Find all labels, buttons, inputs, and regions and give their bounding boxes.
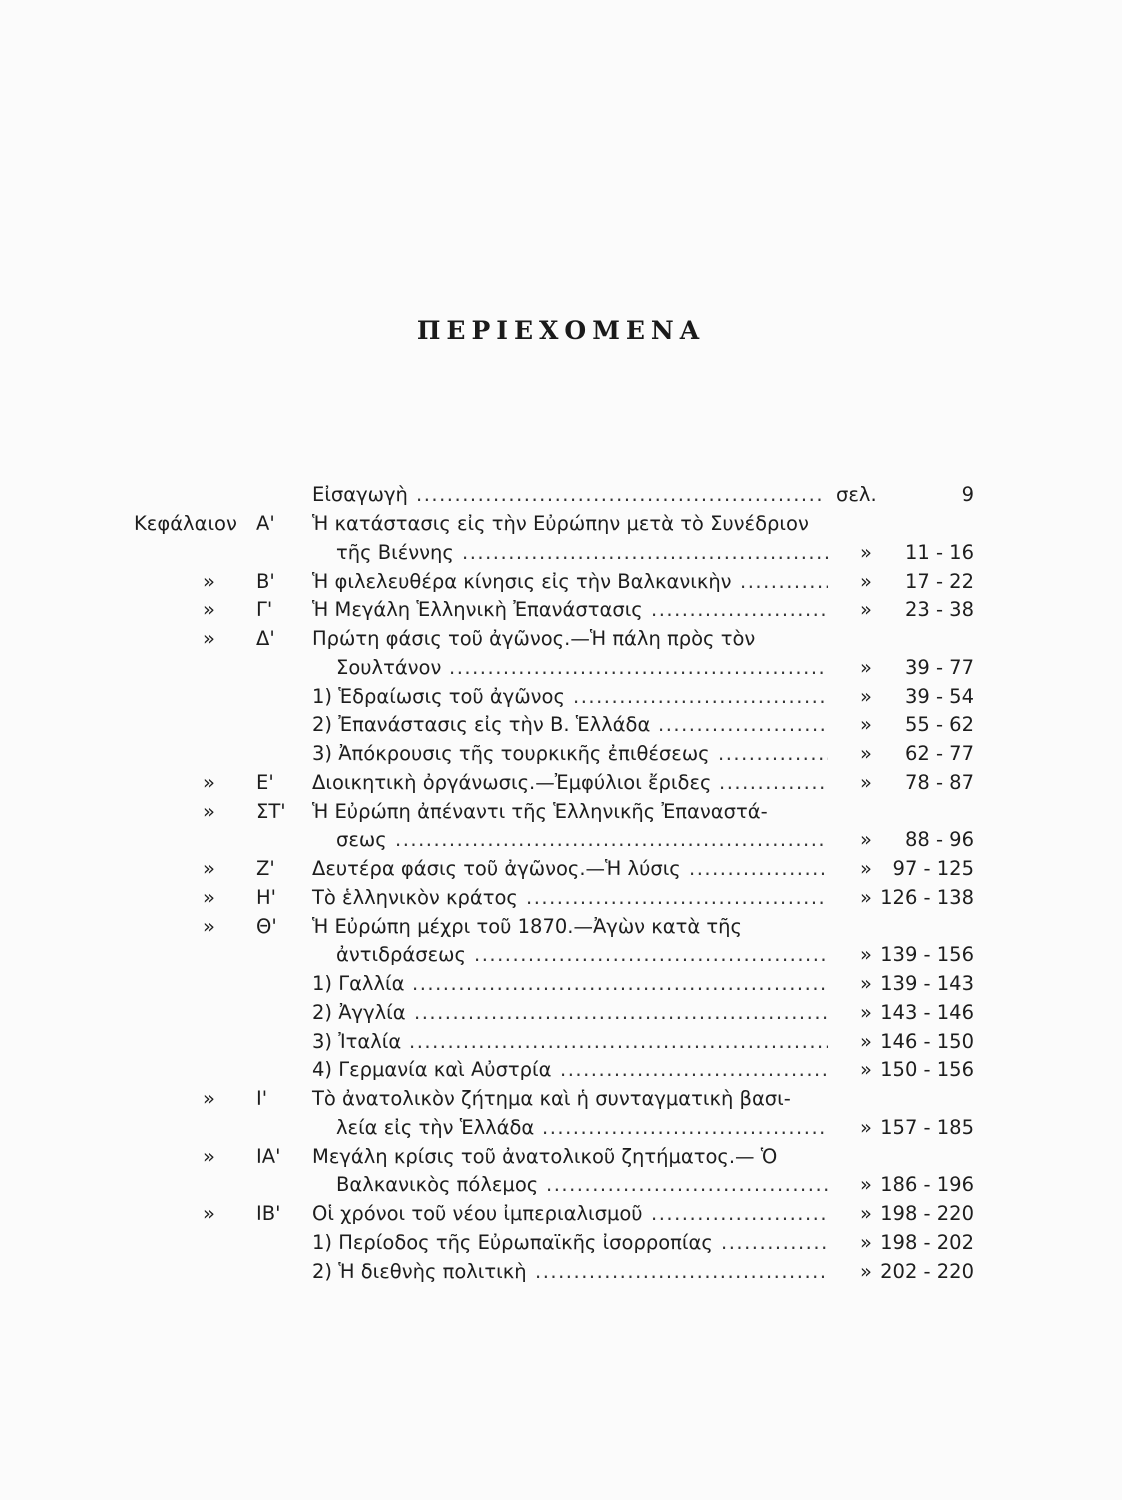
chapter-number: Ε'	[256, 770, 274, 794]
chapter-title: Βαλκανικὸς πόλεμος	[336, 1173, 539, 1197]
subsection-title: 2) Ἡ διεθνὴς πολιτικὴ	[312, 1259, 527, 1283]
ditto-mark: »	[860, 1202, 872, 1225]
ditto-mark: »	[860, 1230, 872, 1254]
chapter-number: ΣΤ'	[256, 799, 286, 823]
ditto-mark: »	[860, 885, 872, 909]
ditto-mark: »	[203, 885, 215, 909]
toc-intro-row	[0, 480, 1122, 509]
toc-chapter-row	[0, 1199, 1122, 1228]
toc-subsection-row	[0, 739, 1122, 768]
ditto-mark: »	[860, 1115, 872, 1139]
dot-leader	[412, 969, 828, 998]
toc-chapter-row	[0, 854, 1122, 883]
toc-chapter-row	[0, 509, 1122, 538]
page-range: 198 - 202	[880, 1230, 974, 1254]
ditto-mark: »	[203, 799, 215, 823]
dot-leader	[689, 854, 828, 883]
ditto-mark: »	[860, 1000, 872, 1024]
toc-subsection-row	[0, 969, 1122, 998]
ditto-mark: »	[860, 742, 872, 765]
subsection-title: 2) Ἐπανάστασις εἰς τὴν Β. Ἑλλάδα	[312, 713, 651, 737]
page-range: 17 - 22	[904, 569, 974, 593]
page-range: 62 - 77	[904, 742, 974, 765]
toc-continuation-row	[0, 825, 1122, 854]
dot-leader	[546, 1170, 828, 1199]
toc-continuation-row	[0, 653, 1122, 682]
intro-label: Εἰσαγωγὴ	[312, 483, 408, 506]
ditto-mark: »	[203, 598, 215, 622]
chapter-number: Ι'	[256, 1087, 268, 1110]
chapter-label: Κεφάλαιον	[134, 512, 237, 535]
ditto-mark: »	[203, 1202, 215, 1225]
chapter-title: Ἡ Εὐρώπη μέχρι τοῦ 1870.—Ἀγὼν κατὰ τῆς	[312, 914, 742, 938]
chapter-title: Οἱ χρόνοι τοῦ νέου ἰμπεριαλισμοῦ	[312, 1202, 643, 1225]
chapter-title: Τὸ ἑλληνικὸν κράτος	[312, 885, 518, 909]
chapter-number: Γ'	[256, 598, 273, 622]
chapter-number: ΙΑ'	[256, 1144, 281, 1168]
chapter-number: Β'	[256, 569, 275, 593]
page-range: 97 - 125	[892, 857, 974, 880]
dot-leader	[474, 940, 828, 969]
subsection-title: 1) Γαλλία	[312, 972, 405, 995]
page-range: 126 - 138	[880, 885, 974, 909]
dot-leader	[651, 1199, 828, 1228]
page-range: 11 - 16	[904, 540, 974, 564]
chapter-title: Ἡ Μεγάλη Ἑλληνικὴ Ἐπανάστασις	[312, 598, 643, 622]
chapter-title: Ἡ φιλελευθέρα κίνησις εἰς τὴν Βαλκανικὴν	[312, 569, 732, 593]
dot-leader	[395, 825, 828, 854]
page-title: ΠΕΡΙΕΧΟΜΕΝΑ	[416, 316, 706, 345]
ditto-mark: »	[203, 914, 215, 938]
chapter-number: ΙΒ'	[256, 1202, 281, 1225]
toc-subsection-row	[0, 1027, 1122, 1056]
chapter-number: Α'	[256, 512, 275, 535]
chapter-title: Ἡ κατάστασις εἰς τὴν Εὐρώπην μετὰ τὸ Συνέδριον	[312, 512, 809, 535]
page-range: 139 - 143	[880, 972, 974, 995]
page-range: 146 - 150	[880, 1029, 974, 1053]
page-range: 55 - 62	[904, 713, 974, 737]
toc-subsection-row	[0, 682, 1122, 711]
page-range: 202 - 220	[880, 1259, 974, 1283]
ditto-mark: »	[860, 1173, 872, 1197]
ditto-mark: »	[860, 943, 872, 967]
toc-chapter-row	[0, 595, 1122, 624]
toc-chapter-row	[0, 624, 1122, 653]
dot-leader	[718, 739, 828, 768]
chapter-title: Ἡ Εὐρώπη ἀπέναντι τῆς Ἑλληνικῆς Ἐπαναστά-	[312, 799, 768, 823]
toc-subsection-row	[0, 710, 1122, 739]
page-range: 186 - 196	[880, 1173, 974, 1197]
subsection-title: 1) Ἑδραίωσις τοῦ ἀγῶνος	[312, 684, 565, 708]
toc-subsection-row	[0, 1257, 1122, 1286]
toc-subsection-row	[0, 1055, 1122, 1084]
ditto-mark: »	[203, 857, 215, 880]
chapter-title: Διοικητικὴ ὀργάνωσις.—Ἐμφύλιοι ἔριδες	[312, 770, 712, 794]
chapter-title: Τὸ ἀνατολικὸν ζήτημα καὶ ἡ συνταγματικὴ βασι-	[312, 1087, 791, 1110]
chapter-title: λεία εἰς τὴν Ἑλλάδα	[336, 1115, 535, 1139]
chapter-title: τῆς Βιέννης	[336, 540, 454, 564]
toc-chapter-row	[0, 567, 1122, 596]
ditto-mark: »	[860, 540, 872, 564]
dot-leader	[573, 682, 828, 711]
dot-leader	[416, 480, 826, 509]
subsection-title: 3) Ἰταλία	[312, 1029, 402, 1053]
toc-continuation-row	[0, 538, 1122, 567]
toc-chapter-row	[0, 883, 1122, 912]
page-range: 143 - 146	[880, 1000, 974, 1024]
subsection-title: 1) Περίοδος τῆς Εὐρωπαϊκῆς ἰσορροπίας	[312, 1230, 713, 1254]
ditto-mark: »	[203, 627, 215, 650]
toc-subsection-row	[0, 1228, 1122, 1257]
ditto-mark: »	[860, 569, 872, 593]
page-range: 198 - 220	[880, 1202, 974, 1225]
chapter-number: Θ'	[256, 914, 277, 938]
dot-leader	[651, 595, 828, 624]
toc-chapter-row	[0, 768, 1122, 797]
chapter-title: Σουλτάνον	[336, 655, 442, 679]
dot-leader	[449, 653, 828, 682]
ditto-mark: »	[860, 1029, 872, 1053]
ditto-mark: »	[203, 569, 215, 593]
page-range: 157 - 185	[880, 1115, 974, 1139]
ditto-mark: »	[203, 1144, 215, 1168]
dot-leader	[526, 883, 828, 912]
ditto-mark: »	[860, 1058, 872, 1082]
page-range: 39 - 77	[904, 655, 974, 679]
page-range: 139 - 156	[880, 943, 974, 967]
page-prefix: σελ.	[836, 483, 877, 506]
dot-leader	[658, 710, 828, 739]
toc-chapter-row	[0, 1142, 1122, 1171]
toc-chapter-row	[0, 1084, 1122, 1113]
dot-leader	[409, 1027, 828, 1056]
chapter-number: Ζ'	[256, 857, 275, 880]
chapter-title: σεως	[336, 828, 387, 852]
page-range: 88 - 96	[904, 828, 974, 852]
subsection-title: 3) Ἀπόκρουσις τῆς τουρκικῆς ἐπιθέσεως	[312, 742, 710, 765]
chapter-number: Η'	[256, 885, 277, 909]
ditto-mark: »	[860, 713, 872, 737]
dot-leader	[740, 567, 828, 596]
chapter-title: Δευτέρα φάσις τοῦ ἀγῶνος.—Ἡ λύσις	[312, 857, 681, 880]
ditto-mark: »	[860, 828, 872, 852]
page-range: 9	[961, 483, 974, 506]
ditto-mark: »	[203, 1087, 215, 1110]
dot-leader	[721, 1228, 828, 1257]
ditto-mark: »	[860, 655, 872, 679]
page-range: 23 - 38	[904, 598, 974, 622]
ditto-mark: »	[860, 770, 872, 794]
dot-leader	[560, 1055, 828, 1084]
page-range: 150 - 156	[880, 1058, 974, 1082]
dot-leader	[535, 1257, 828, 1286]
dot-leader	[414, 998, 828, 1027]
ditto-mark: »	[860, 972, 872, 995]
toc-continuation-row	[0, 940, 1122, 969]
toc-subsection-row	[0, 998, 1122, 1027]
ditto-mark: »	[860, 857, 872, 880]
ditto-mark: »	[203, 770, 215, 794]
subsection-title: 2) Ἀγγλία	[312, 1000, 406, 1024]
toc-chapter-row	[0, 912, 1122, 941]
subsection-title: 4) Γερμανία καὶ Αὐστρία	[312, 1058, 552, 1082]
page-range: 78 - 87	[904, 770, 974, 794]
page-range: 39 - 54	[904, 684, 974, 708]
chapter-number: Δ'	[256, 627, 275, 650]
toc-continuation-row	[0, 1113, 1122, 1142]
chapter-title: ἀντιδράσεως	[336, 943, 466, 967]
dot-leader	[462, 538, 828, 567]
toc-chapter-row	[0, 797, 1122, 826]
ditto-mark: »	[860, 684, 872, 708]
chapter-title: Μεγάλη κρίσις τοῦ ἀνατολικοῦ ζητήματος.— Ὁ	[312, 1144, 778, 1168]
dot-leader	[542, 1113, 828, 1142]
ditto-mark: »	[860, 1259, 872, 1283]
toc-continuation-row	[0, 1170, 1122, 1199]
dot-leader	[719, 768, 828, 797]
chapter-title: Πρώτη φάσις τοῦ ἀγῶνος.—Ἡ πάλη πρὸς τὸν	[312, 627, 756, 650]
ditto-mark: »	[860, 598, 872, 622]
